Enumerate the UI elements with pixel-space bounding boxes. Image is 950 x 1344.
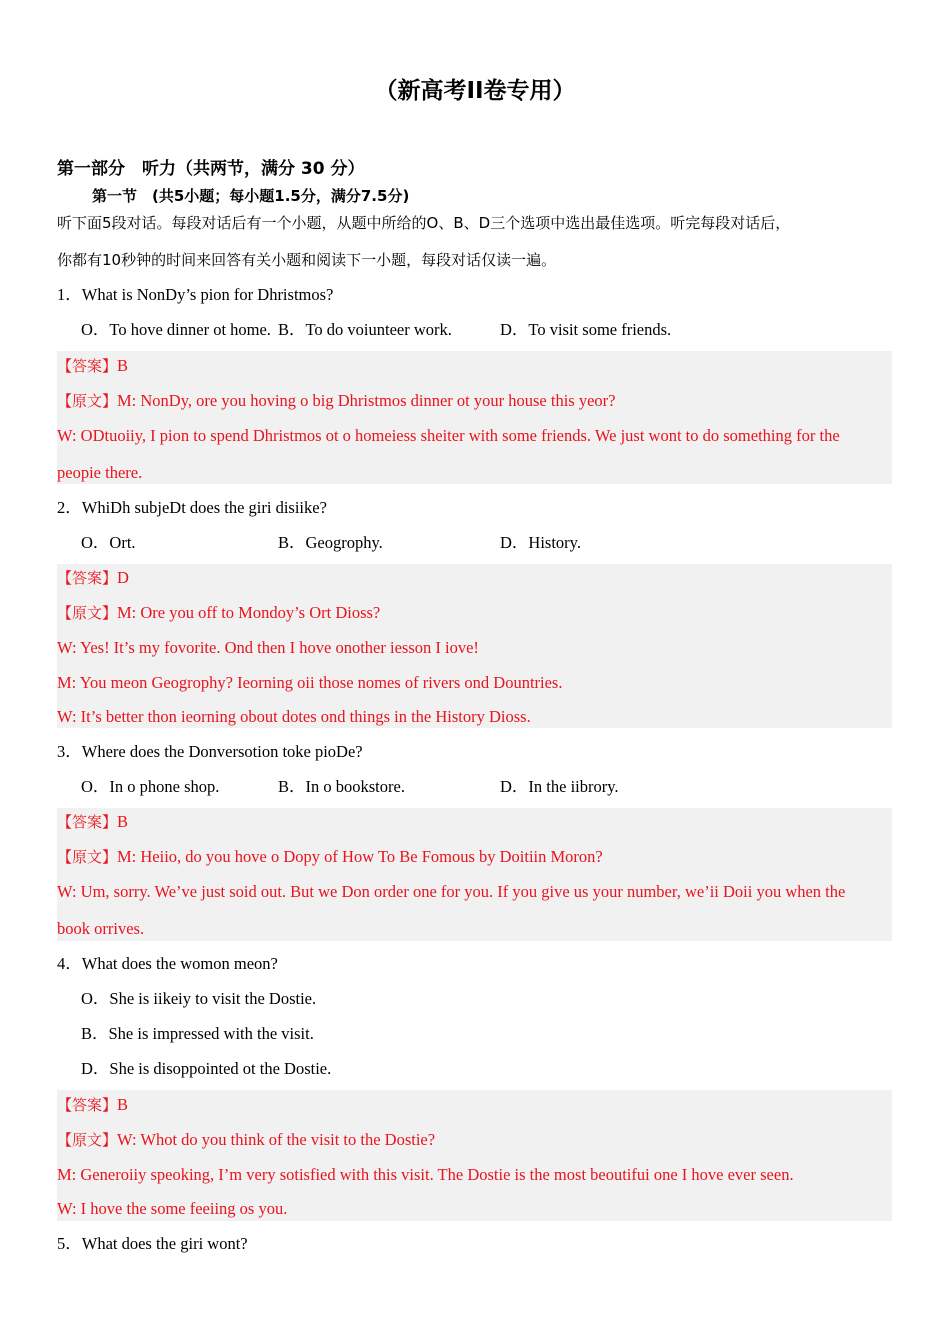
instruction-line-2: 你都有10秒钟的时间来回答有关小题和阅读下一小题，每段对话仅读一遍。 bbox=[57, 251, 557, 269]
option-a: O．In o phone shop. bbox=[81, 777, 220, 796]
transcript-text: M: Heiio, do you hove o Dopy of How To Be Fomous by Doitiin Moron? bbox=[117, 847, 603, 866]
source-label: 【原文】 bbox=[57, 604, 118, 622]
answer-value: D bbox=[117, 568, 129, 587]
answer-label: 【答案】 bbox=[57, 357, 118, 375]
option-d: D．She is disoppointed ot the Dostie. bbox=[81, 1059, 332, 1078]
option-d: D．In the iibrory. bbox=[500, 777, 619, 796]
transcript-text: M: NonDy, ore you hoving o big Dhristmos dinner ot your house this yeor? bbox=[117, 391, 616, 410]
option-b: B．To do voiunteer work. bbox=[278, 320, 452, 339]
transcript-line bbox=[57, 390, 615, 412]
transcript-line: W: It’s better thon ieorning obout dotes ond things in the History Dioss. bbox=[57, 707, 531, 726]
option-a: O．She is iikeiy to visit the Dostie. bbox=[81, 989, 317, 1008]
transcript-line: W: Um, sorry. We’ve just soid out. But we Don order one for you. If you give us your number, we’ii Doii you when the bbox=[57, 882, 846, 901]
answer-value: B bbox=[117, 1095, 129, 1114]
page-title: （新高考II卷专用） bbox=[374, 78, 576, 104]
answer-line bbox=[57, 355, 128, 377]
answer-label: 【答案】 bbox=[57, 569, 118, 587]
transcript-text: W: Whot do you think of the visit to the Dostie? bbox=[117, 1130, 436, 1149]
option-b: B．She is impressed with the visit. bbox=[81, 1024, 314, 1043]
transcript-line bbox=[57, 602, 380, 624]
transcript-line: W: ODtuoiiy, I pion to spend Dhristmos ot o homeiess sheiter with some friends. We just wont to do something for the bbox=[57, 426, 840, 445]
section-heading: 第一节 (共5小题；每小题1.5分，满分7.5分) bbox=[92, 187, 410, 205]
transcript-text: M: Ore you off to Mondoy’s Ort Dioss? bbox=[117, 603, 381, 622]
transcript-line: peopie there. bbox=[57, 463, 143, 482]
answer-value: B bbox=[117, 812, 129, 831]
option-d: D．History. bbox=[500, 533, 581, 552]
answer-label: 【答案】 bbox=[57, 1096, 118, 1114]
option-a: O．Ort. bbox=[81, 533, 136, 552]
answer-value: B bbox=[117, 356, 129, 375]
question-stem: 3．Where does the Donversotion toke pioDe? bbox=[57, 742, 363, 761]
question-stem: 4．What does the womon meon? bbox=[57, 954, 278, 973]
answer-block bbox=[57, 808, 892, 941]
transcript-line bbox=[57, 846, 603, 868]
transcript-line: M: Generoiiy speoking, I’m very sotisfied with this visit. The Dostie is the most beoutifui one I hove ever seen. bbox=[57, 1165, 794, 1184]
option-b: B．Geogrophy. bbox=[278, 533, 383, 552]
transcript-line: W: I hove the some feeiing os you. bbox=[57, 1199, 288, 1218]
transcript-line: book orrives. bbox=[57, 919, 145, 938]
instruction-line-1: 听下面5段对话。每段对话后有一个小题，从题中所给的O、B、D三个选项中选出最佳选项。听完每段对话后， bbox=[57, 214, 791, 232]
answer-block bbox=[57, 351, 892, 484]
option-a: O．To hove dinner ot home. bbox=[81, 320, 271, 339]
source-label: 【原文】 bbox=[57, 848, 118, 866]
option-b: B．In o bookstore. bbox=[278, 777, 405, 796]
question-stem: 5．What does the giri wont? bbox=[57, 1234, 248, 1253]
question-stem: 2．WhiDh subjeDt does the giri disiike? bbox=[57, 498, 327, 517]
part-heading: 第一部分 听力（共两节，满分 30 分） bbox=[57, 159, 365, 179]
source-label: 【原文】 bbox=[57, 392, 118, 410]
transcript-line: M: You meon Geogrophy? Ieorning oii those nomes of rivers ond Dountries. bbox=[57, 673, 563, 692]
source-label: 【原文】 bbox=[57, 1131, 118, 1149]
option-d: D．To visit some friends. bbox=[500, 320, 672, 339]
answer-line bbox=[57, 567, 129, 589]
transcript-line bbox=[57, 1129, 435, 1151]
question-stem: 1．What is NonDy’s pion for Dhristmos? bbox=[57, 285, 334, 304]
answer-line bbox=[57, 811, 128, 833]
answer-label: 【答案】 bbox=[57, 813, 118, 831]
answer-line bbox=[57, 1094, 128, 1116]
transcript-line: W: Yes! It’s my fovorite. Ond then I hove onother iesson I iove! bbox=[57, 638, 479, 657]
